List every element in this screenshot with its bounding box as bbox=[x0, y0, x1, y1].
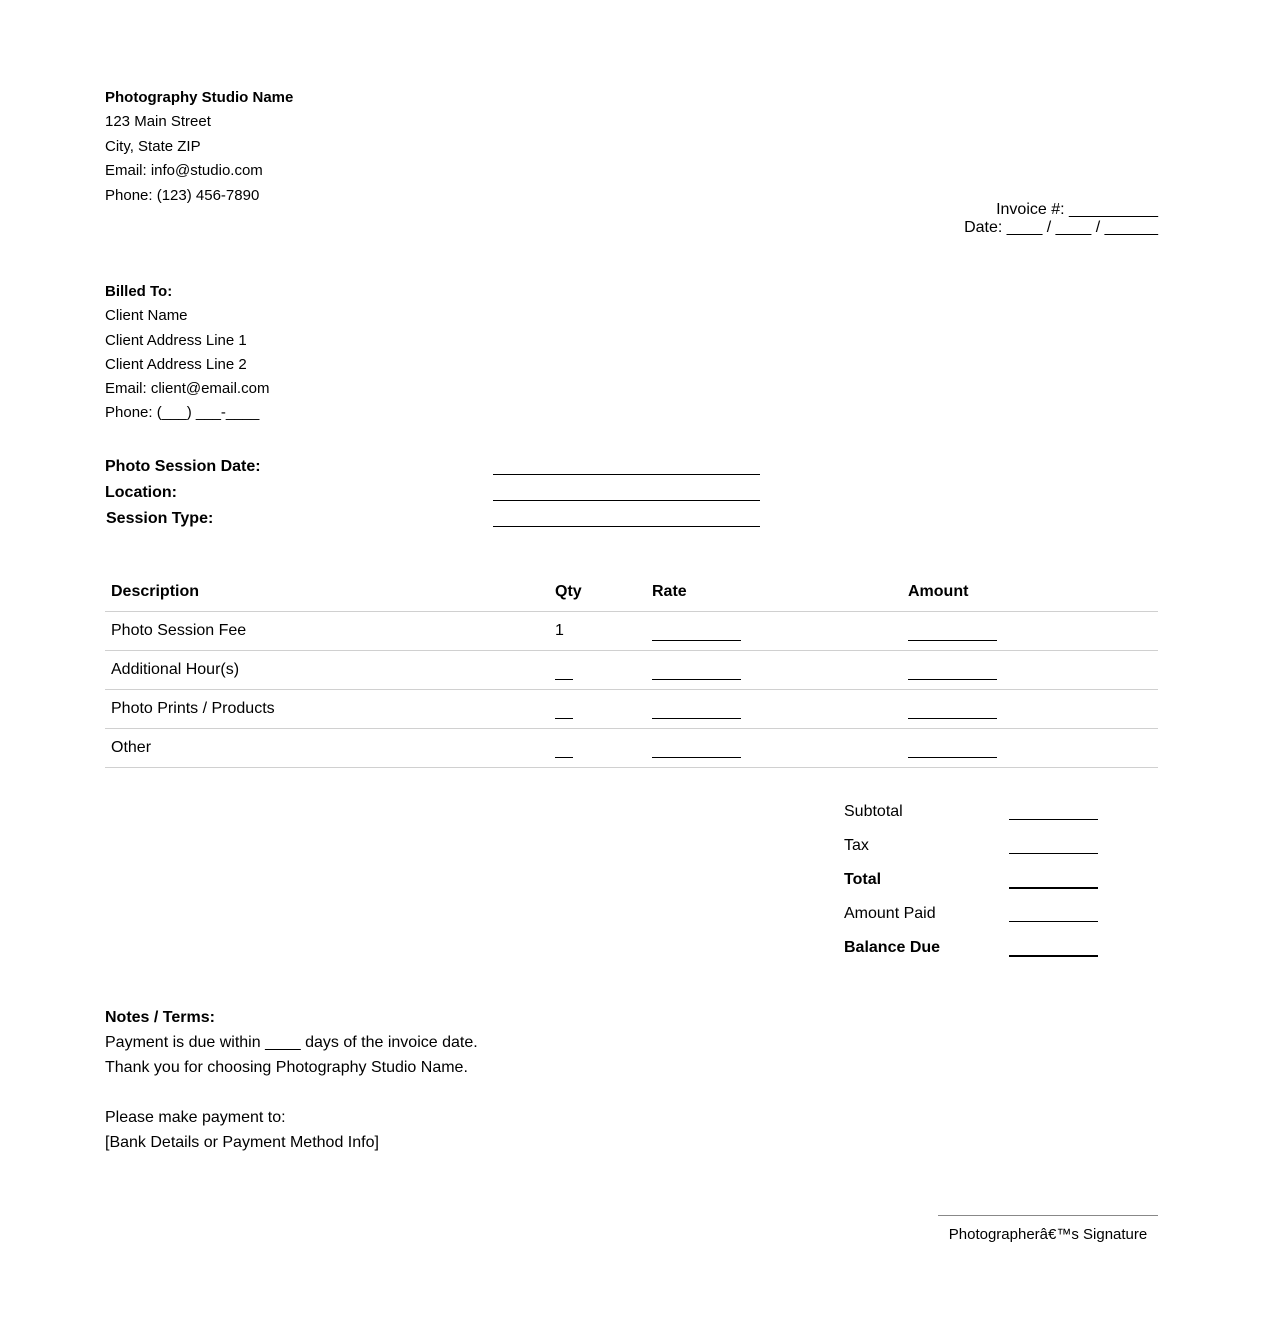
tax-row bbox=[844, 834, 1104, 868]
item-amount[interactable] bbox=[902, 690, 1158, 729]
table-row bbox=[105, 612, 1158, 651]
item-qty[interactable]: 1 bbox=[549, 612, 646, 651]
total-row bbox=[844, 868, 1104, 902]
client-name: Client Name bbox=[105, 307, 188, 325]
amount-blank[interactable] bbox=[908, 624, 997, 641]
table-row bbox=[105, 690, 1158, 729]
studio-name: Photography Studio Name bbox=[105, 89, 294, 106]
balance-due-field[interactable] bbox=[1009, 955, 1098, 957]
balance-due-row bbox=[844, 936, 1104, 970]
studio-address-line2: City, State ZIP bbox=[105, 137, 201, 155]
total-label: Total bbox=[844, 871, 882, 888]
qty-blank[interactable] bbox=[555, 663, 573, 680]
total-field[interactable] bbox=[1009, 887, 1098, 889]
notes-section bbox=[105, 1005, 478, 1155]
item-description: Photo Session Fee bbox=[105, 612, 549, 651]
session-date-label: Photo Session Date: bbox=[105, 458, 261, 475]
session-date-row bbox=[105, 456, 765, 482]
qty-blank[interactable] bbox=[555, 702, 573, 719]
item-amount[interactable] bbox=[902, 729, 1158, 768]
rate-blank[interactable] bbox=[652, 741, 741, 758]
signature-line[interactable] bbox=[938, 1215, 1158, 1243]
table-row bbox=[105, 729, 1158, 768]
client-address-line1: Client Address Line 1 bbox=[105, 331, 247, 349]
studio-phone: Phone: (123) 456-7890 bbox=[105, 186, 260, 204]
item-description: Other bbox=[105, 729, 549, 768]
tax-label: Tax bbox=[844, 837, 869, 854]
qty-blank[interactable] bbox=[555, 741, 573, 758]
session-type-label: Session Type: bbox=[106, 510, 214, 527]
header-description: Description bbox=[105, 572, 549, 612]
item-qty[interactable] bbox=[549, 651, 646, 690]
tax-field[interactable] bbox=[1009, 853, 1098, 854]
table-header-row bbox=[105, 572, 1158, 612]
item-rate[interactable] bbox=[646, 612, 902, 651]
thank-you-note: Thank you for choosing Photography Studio Name. bbox=[105, 1059, 468, 1076]
signature-label: Photographerâ€™s Signature bbox=[948, 1226, 1148, 1243]
location-label: Location: bbox=[105, 484, 177, 501]
subtotal-row bbox=[844, 800, 1104, 834]
item-description: Photo Prints / Products bbox=[105, 690, 549, 729]
rate-blank[interactable] bbox=[652, 624, 741, 641]
item-rate[interactable] bbox=[646, 651, 902, 690]
header-qty: Qty bbox=[549, 572, 646, 612]
session-details bbox=[105, 456, 765, 534]
invoice-number-field[interactable]: Invoice #: __________ bbox=[996, 201, 1158, 218]
header-amount: Amount bbox=[902, 572, 1158, 612]
payment-terms: Payment is due within ____ days of the invoice date. bbox=[105, 1034, 478, 1051]
billed-to-section bbox=[105, 280, 269, 426]
rate-blank[interactable] bbox=[652, 702, 741, 719]
item-qty[interactable] bbox=[549, 690, 646, 729]
amount-blank[interactable] bbox=[908, 741, 997, 758]
invoice-date-field[interactable]: Date: ____ / ____ / ______ bbox=[964, 219, 1158, 236]
notes-heading: Notes / Terms: bbox=[105, 1009, 215, 1026]
studio-info bbox=[105, 86, 293, 208]
client-phone[interactable]: Phone: (___) ___-____ bbox=[105, 404, 260, 422]
balance-due-label: Balance Due bbox=[844, 939, 941, 956]
session-date-field[interactable] bbox=[493, 474, 760, 475]
invoice-meta bbox=[964, 201, 1158, 237]
billed-to-heading: Billed To: bbox=[105, 283, 173, 300]
rate-blank[interactable] bbox=[652, 663, 741, 680]
item-amount[interactable] bbox=[902, 612, 1158, 651]
item-rate[interactable] bbox=[646, 690, 902, 729]
location-row bbox=[105, 482, 765, 508]
studio-email: Email: info@studio.com bbox=[105, 162, 263, 180]
item-amount[interactable] bbox=[902, 651, 1158, 690]
payment-instruction: Please make payment to: bbox=[105, 1109, 286, 1126]
totals-section bbox=[844, 800, 1104, 970]
table-row bbox=[105, 651, 1158, 690]
location-field[interactable] bbox=[493, 500, 760, 501]
subtotal-label: Subtotal bbox=[844, 803, 903, 820]
header-rate: Rate bbox=[646, 572, 902, 612]
line-items-table bbox=[105, 572, 1158, 768]
session-type-row bbox=[105, 508, 765, 534]
session-type-field[interactable] bbox=[493, 526, 760, 527]
subtotal-field[interactable] bbox=[1009, 819, 1098, 820]
client-email: Email: client@email.com bbox=[105, 380, 270, 398]
item-description: Additional Hour(s) bbox=[105, 651, 549, 690]
amount-paid-row bbox=[844, 902, 1104, 936]
amount-blank[interactable] bbox=[908, 663, 997, 680]
amount-paid-field[interactable] bbox=[1009, 921, 1098, 922]
amount-paid-label: Amount Paid bbox=[844, 905, 936, 922]
client-address-line2: Client Address Line 2 bbox=[105, 355, 247, 373]
payment-method-info: [Bank Details or Payment Method Info] bbox=[105, 1134, 379, 1151]
notes-spacer bbox=[105, 1080, 478, 1105]
amount-blank[interactable] bbox=[908, 702, 997, 719]
item-rate[interactable] bbox=[646, 729, 902, 768]
item-qty[interactable] bbox=[549, 729, 646, 768]
studio-address-line1: 123 Main Street bbox=[105, 113, 211, 131]
